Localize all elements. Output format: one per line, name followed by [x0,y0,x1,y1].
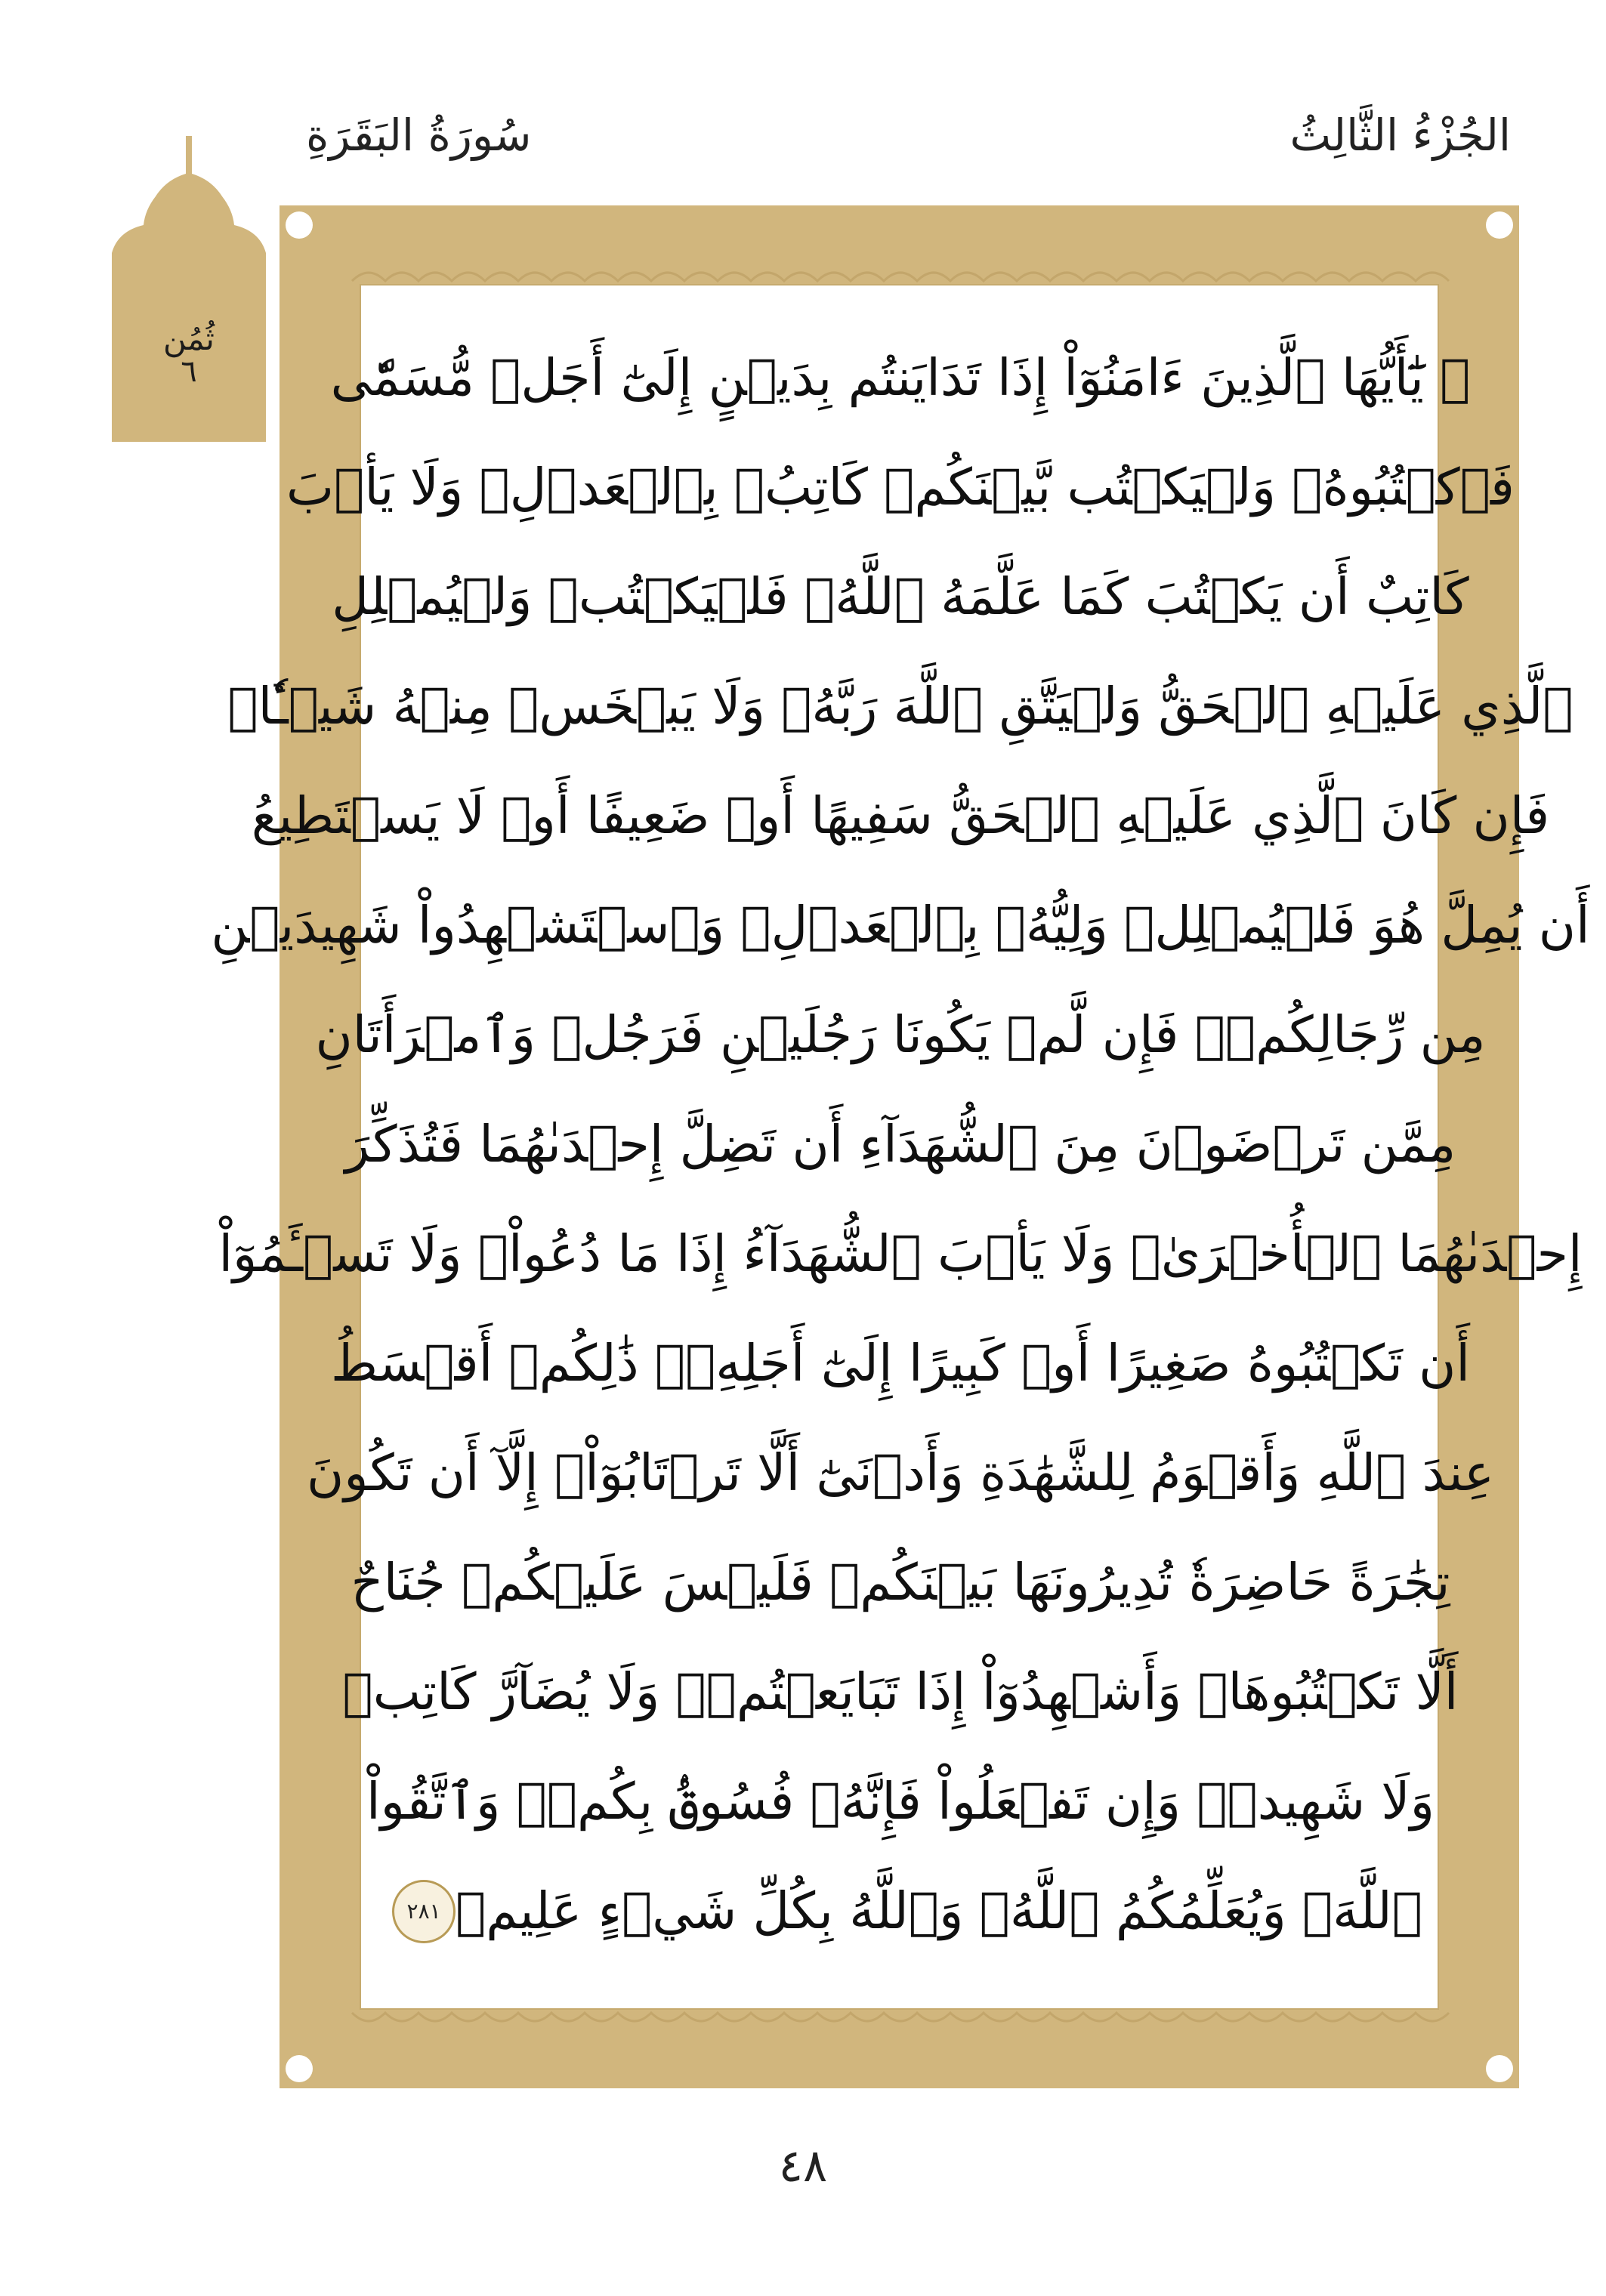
hizb-label-group [106,320,272,390]
ayah-number-marker: ٢٨١ [392,1880,456,1943]
surah-title: سُورَةُ البَقَرَةِ [306,110,532,161]
verse-line-10: أَن تَكۡتُبُوهُ صَغِيرًا أَوۡ كَبِيرًا إِلَىٰٓ أَجَلِهِۦۚ ذَٰلِكُمۡ أَقۡسَطُ [331,1334,1470,1393]
verse-line-2: فَٱكۡتُبُوهُۚ وَلۡيَكۡتُب بَّيۡنَكُمۡ كَاتِبُۢ بِٱلۡعَدۡلِۚ وَلَا يَأۡبَ [286,458,1515,517]
verse-line-4: ٱلَّذِي عَلَيۡهِ ٱلۡحَقُّ وَلۡيَتَّقِ ٱللَّهَ رَبَّهُۥ وَلَا يَبۡخَسۡ مِنۡهُ شَيۡـٔٗاۚ [227,677,1574,736]
page-number: ٤٨ [778,2140,828,2193]
verse-line-1: ۞ يَٰٓأَيُّهَا ٱلَّذِينَ ءَامَنُوٓاْ إِذَا تَدَايَنتُم بِدَيۡنٍ إِلَىٰٓ أَجَلٖ مُّسَمّٗى [330,348,1471,407]
verse-line-7: مِن رِّجَالِكُمۡۖ فَإِن لَّمۡ يَكُونَا رَجُلَيۡنِ فَرَجُلٞ وَٱمۡرَأَتَانِ [315,1005,1486,1064]
verse-line-8: مِمَّن تَرۡضَوۡنَ مِنَ ٱلشُّهَدَآءِ أَن تَضِلَّ إِحۡدَىٰهُمَا فَتُذَكِّرَ [344,1115,1456,1174]
hizb-label: ثُمُن [163,320,215,357]
verse-line-6: أَن يُمِلَّ هُوَ فَلۡيُمۡلِلۡ وَلِيُّهُۥ بِٱلۡعَدۡلِۚ وَٱسۡتَشۡهِدُواْ شَهِيدَيۡنِ [211,896,1590,955]
verse-line-3: كَاتِبٌ أَن يَكۡتُبَ كَمَا عَلَّمَهُ ٱللَّهُۚ فَلۡيَكۡتُبۡ وَلۡيُمۡلِلِ [332,567,1469,626]
verse-text-area [211,327,1590,1970]
text-panel [211,284,1590,2010]
verse-line-5: فَإِن كَانَ ٱلَّذِي عَلَيۡهِ ٱلۡحَقُّ سَفِيهًا أَوۡ ضَعِيفًا أَوۡ لَا يَسۡتَطِيعُ [251,786,1550,845]
verse-line-15 [406,1860,1422,1962]
verse-line-9: إِحۡدَىٰهُمَا ٱلۡأُخۡرَىٰۚ وَلَا يَأۡبَ ٱلشُّهَدَآءُ إِذَا مَا دُعُواْۚ وَلَا تَسۡـَٔمُوٓاْ [218,1224,1583,1283]
verse-line-13: أَلَّا تَكۡتُبُوهَاۗ وَأَشۡهِدُوٓاْ إِذَا تَبَايَعۡتُمۡۚ وَلَا يُضَآرَّ كَاتِبٞ [342,1662,1459,1721]
hizb-marker-shape [106,136,272,442]
quran-page-frame [211,205,1590,2088]
verse-line-15-text: ٱللَّهَۖ وَيُعَلِّمُكُمُ ٱللَّهُۗ وَٱللَّهُ بِكُلِّ شَيۡءٍ عَلِيمٞ [456,1881,1422,1940]
hizb-number: ٦ [181,354,197,390]
verse-line-12: تِجَٰرَةً حَاضِرَةٗ تُدِيرُونَهَا بَيۡنَكُمۡ فَلَيۡسَ عَلَيۡكُمۡ جُنَاحٌ [351,1553,1450,1612]
juz-title: الجُزْءُ الثَّالِثُ [1289,110,1511,161]
verse-line-11: عِندَ ٱللَّهِ وَأَقۡوَمُ لِلشَّهَٰدَةِ وَأَدۡنَىٰٓ أَلَّا تَرۡتَابُوٓاْۖ إِلَّآ أَن تَكُونَ [307,1443,1494,1502]
verse-line-14: وَلَا شَهِيدٞۚ وَإِن تَفۡعَلُواْ فَإِنَّهُۥ فُسُوقُۢ بِكُمۡۗ وَٱتَّقُواْ [366,1772,1435,1831]
hizb-marker [106,136,272,442]
